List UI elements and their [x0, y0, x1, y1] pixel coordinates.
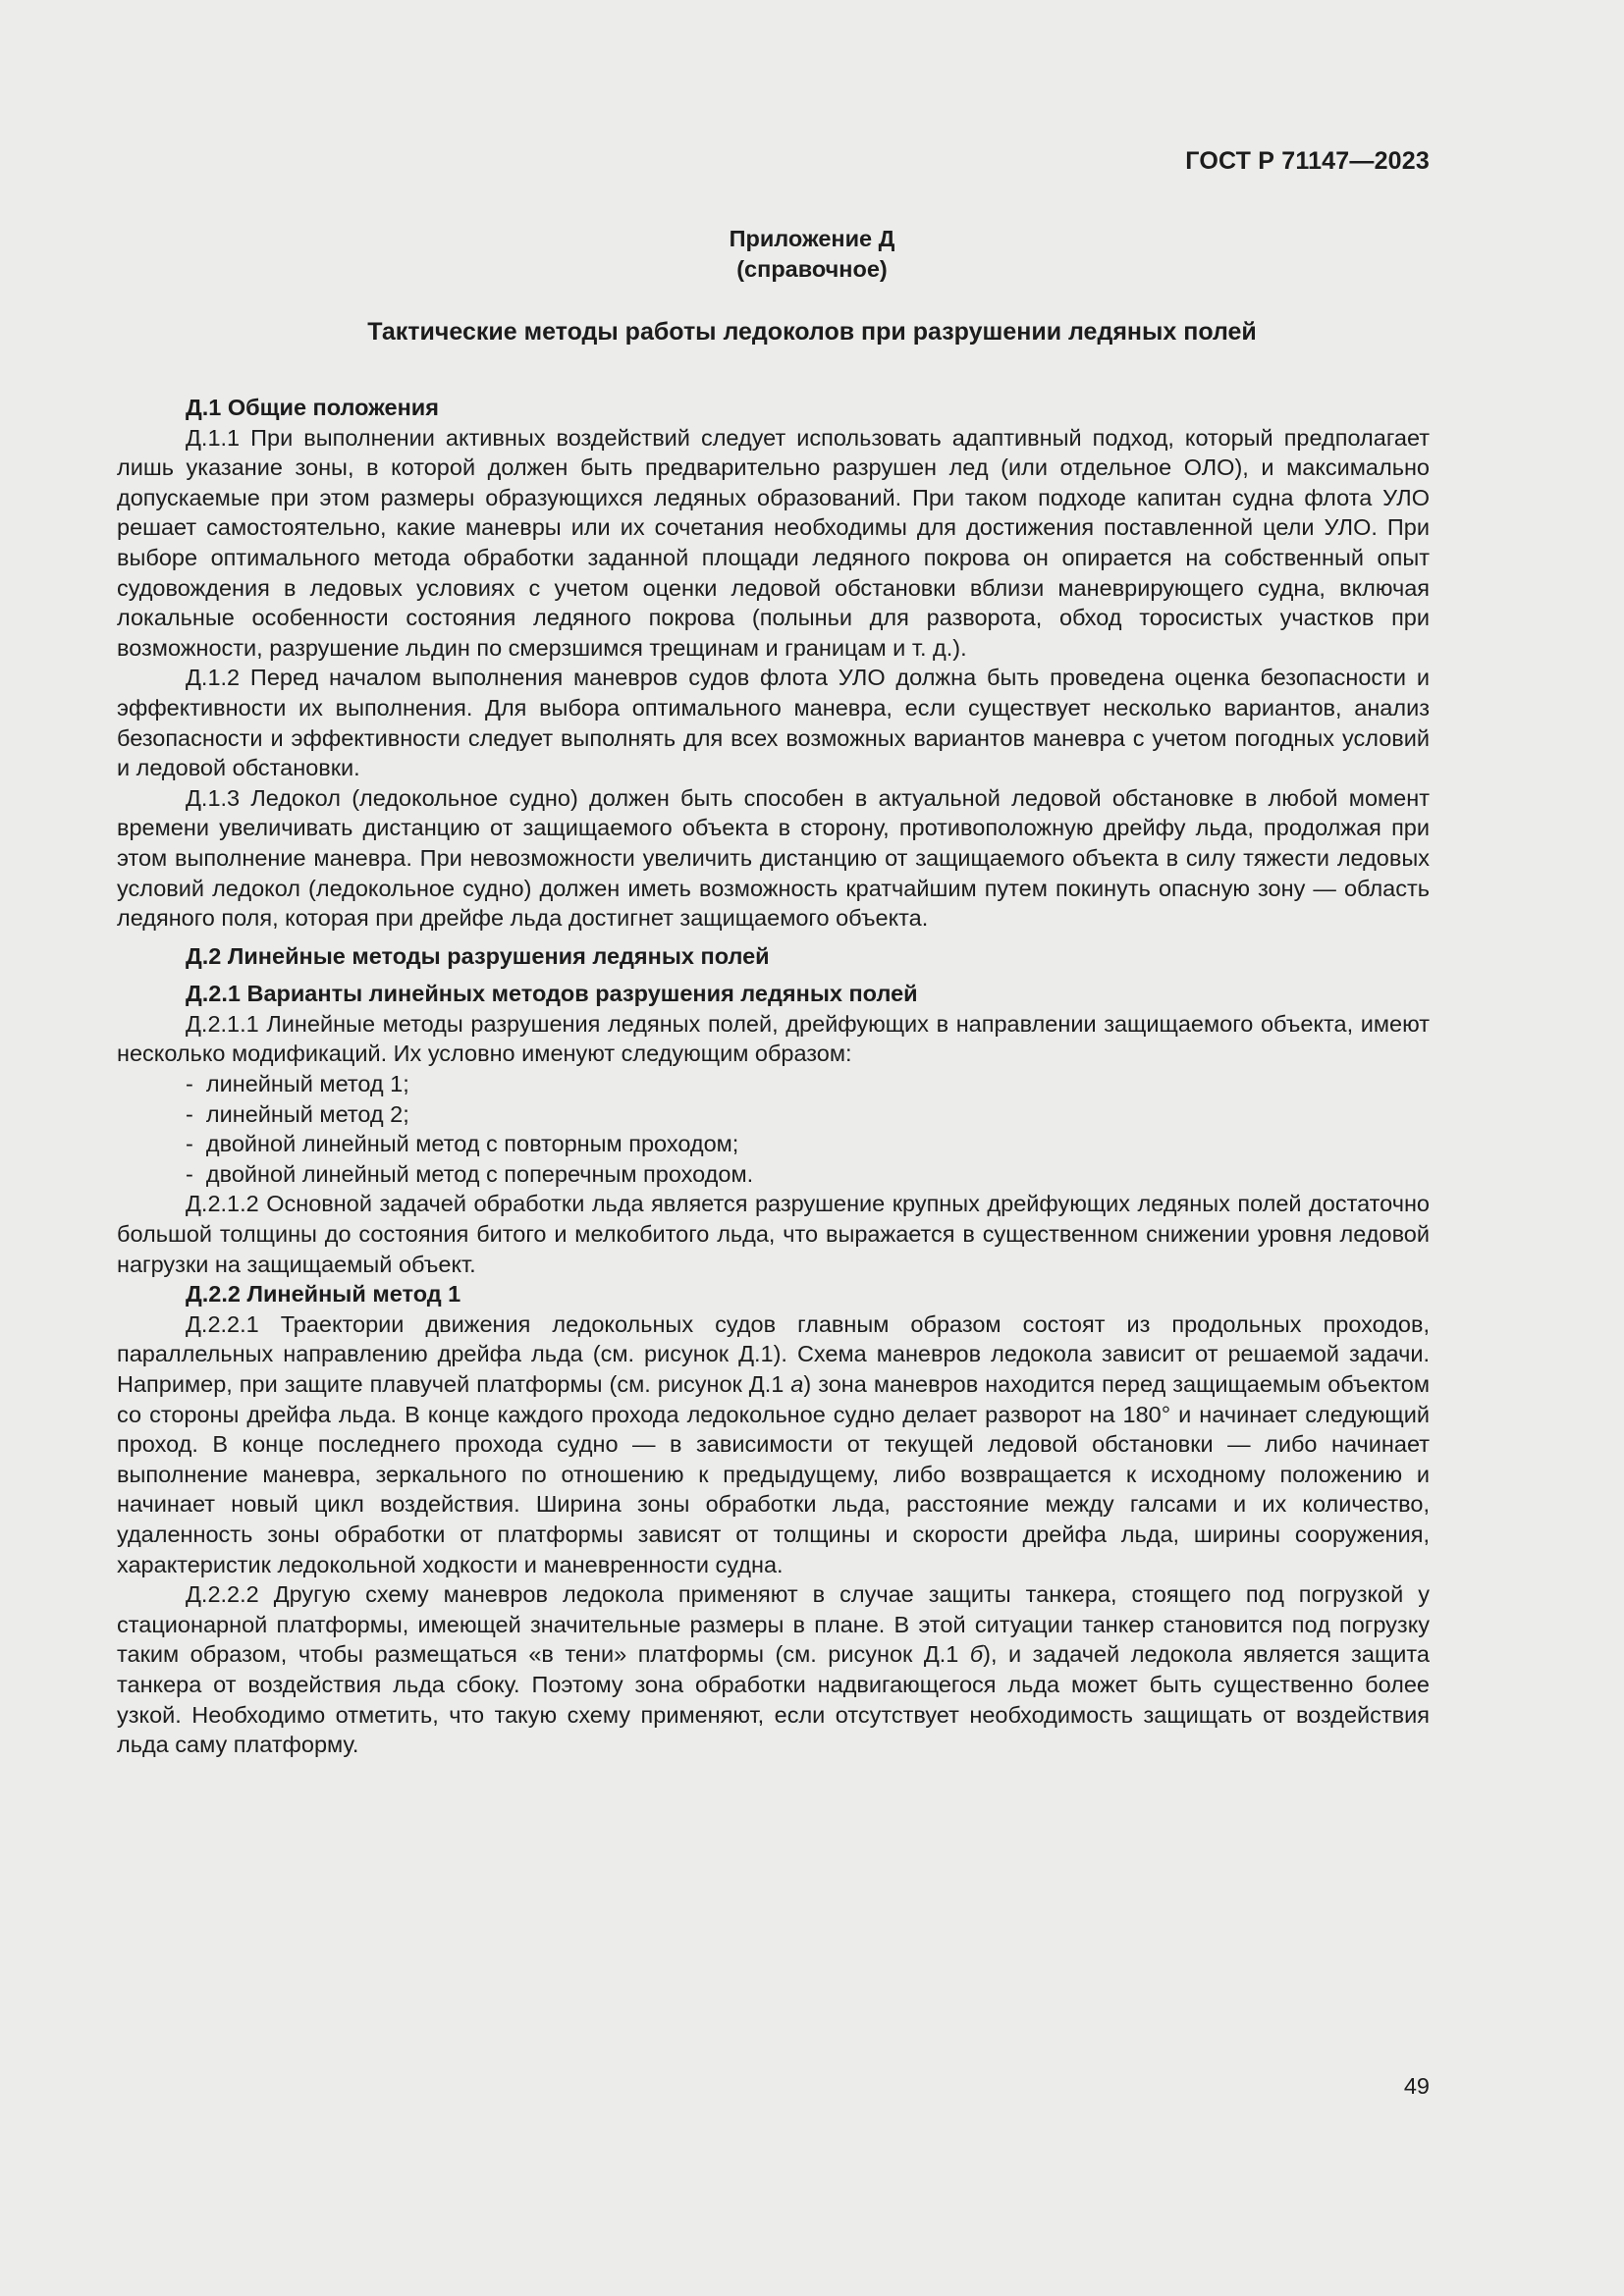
- subsection-heading-d21: Д.2.1 Варианты линейных методов разрушения ледяных полей: [186, 981, 918, 1007]
- paragraph-d1-2: Д.1.2 Перед началом выполнения маневров судов флота УЛО должна быть проведена оценка безопасности и эффективности их выполнения. Для выбора оптимального маневра, если существует несколько вариантов, анализ безопасности и эффективности следует выполнять для всех возможных вариантов маневра с учетом погодных условий и ледовой обстановки.: [117, 665, 1430, 781]
- text-run: Д.2.2.2 Другую схему маневров ледокола применяют в случае защиты танкера, стоящего под погрузкой у стационарной платформы, имеющей значительные размеры в плане. В этой ситуации танкер становится под погрузку таким образом, чтобы размещаться «в тени» платформы (см. рисунок Д.1: [117, 1581, 1430, 1668]
- paragraph-d22-2: [117, 1579, 1430, 1760]
- appendix-label: Приложение Д: [729, 226, 895, 251]
- page-number: 49: [1403, 2073, 1430, 2099]
- paragraph-d1-3: Д.1.3 Ледокол (ледокольное судно) должен быть способен в актуальной ледовой обстановке в любой момент времени увеличивать дистанцию от защищаемого объекта в сторону, противоположную дрейфу льда, продолжая при этом выполнение маневра. При невозможности увеличить дистанцию от защищаемого объекта в силу тяжести ледовых условий ледокол (ледокольное судно) должен иметь возможность кратчайшим путем покинуть опасную зону — область ледяного поля, которая при дрейфе льда достигнет защищаемого объекта.: [117, 784, 1430, 932]
- section-heading-d1: Д.1 Общие положения: [186, 395, 439, 420]
- method-list: [117, 1069, 1430, 1189]
- paragraph-d21-1: Д.2.1.1 Линейные методы разрушения ледяных полей, дрейфующих в направлении защищаемого объекта, имеют несколько модификаций. Их условно именуют следующим образом:: [117, 1010, 1430, 1067]
- appendix-heading: [0, 224, 1624, 285]
- standard-code: ГОСТ Р 71147—2023: [1185, 147, 1430, 175]
- document-body: [117, 393, 1430, 1760]
- text-run: ), и задачей ледокола является защита танкера от воздействия льда сбоку. Поэтому зона обработки надвигающегося льда может быть существенно более узкой. Необходимо отметить, что такую схему применяют, если отсутствует необходимость защищать от воздействия льда саму платформу.: [117, 1641, 1430, 1758]
- list-item: - линейный метод 1;: [186, 1069, 1430, 1099]
- figure-ref-a: а: [790, 1371, 804, 1397]
- page-title: Тактические методы работы ледоколов при разрушении ледяных полей: [367, 318, 1257, 346]
- appendix-type: (справочное): [736, 256, 888, 282]
- section-heading-d2: Д.2 Линейные методы разрушения ледяных полей: [186, 942, 770, 969]
- text-run: Д.2.2.1 Траектории движения ледокольных судов главным образом состоят из продольных проходов, параллельных направлению дрейфа льда (см. рисунок Д.1). Схема маневров ледокола зависит от решаемой задачи. Например, при защите плавучей платформы (см. рисунок Д.1: [117, 1310, 1430, 1397]
- paragraph-d1-1: Д.1.1 При выполнении активных воздействий следует использовать адаптивный подход, который предполагает лишь указание зоны, в которой должен быть предварительно разрушен лед (или отдельное ОЛО), и максимально допускаемые при этом размеры образующихся ледяных образований. При таком подходе капитан судна флота УЛО решает самостоятельно, какие маневры или их сочетания необходимы для достижения поставленной цели УЛО. При выборе оптимального метода обработки заданной площади ледяного покрова он опирается на собственный опыт судовождения в ледовых условиях с учетом оценки ледовой обстановки вблизи маневрирующего судна, включая локальные особенности состояния ледяного покрова (полыньи для разворота, обход торосистых участков при возможности, разрушение льдин по смерзшимся трещинам и границам и т. д.).: [117, 424, 1430, 661]
- list-item: - двойной линейный метод с повторным проходом;: [186, 1129, 1430, 1159]
- list-item: - двойной линейный метод с поперечным проходом.: [186, 1159, 1430, 1190]
- paragraph-d21-2: Д.2.1.2 Основной задачей обработки льда является разрушение крупных дрейфующих ледяных полей достаточно большой толщины до состояния битого и мелкобитого льда, что выражается в существенном снижении уровня ледовой нагрузки на защищаемый объект.: [117, 1191, 1430, 1277]
- subsection-heading-d22: Д.2.2 Линейный метод 1: [186, 1281, 461, 1308]
- list-item: - линейный метод 2;: [186, 1099, 1430, 1130]
- text-run: ) зона маневров находится перед защищаемым объектом со стороны дрейфа льда. В конце каждого прохода ледокольное судно делает разворот на 180° и начинает следующий проход. В конце последнего прохода судно — в зависимости от текущей ледовой обстановки — либо начинает выполнение маневра, зеркального по отношению к предыдущему, либо возвращается к исходному положению и начинает новый цикл воздействия. Ширина зоны обработки льда, расстояние между галсами и их количество, удаленность зоны обработки от платформы зависят от толщины и скорости дрейфа льда, ширины сооружения, характеристик ледокольной ходкости и маневренности судна.: [117, 1371, 1430, 1577]
- paragraph-d22-1: [117, 1309, 1430, 1579]
- figure-ref-b: б: [969, 1641, 984, 1668]
